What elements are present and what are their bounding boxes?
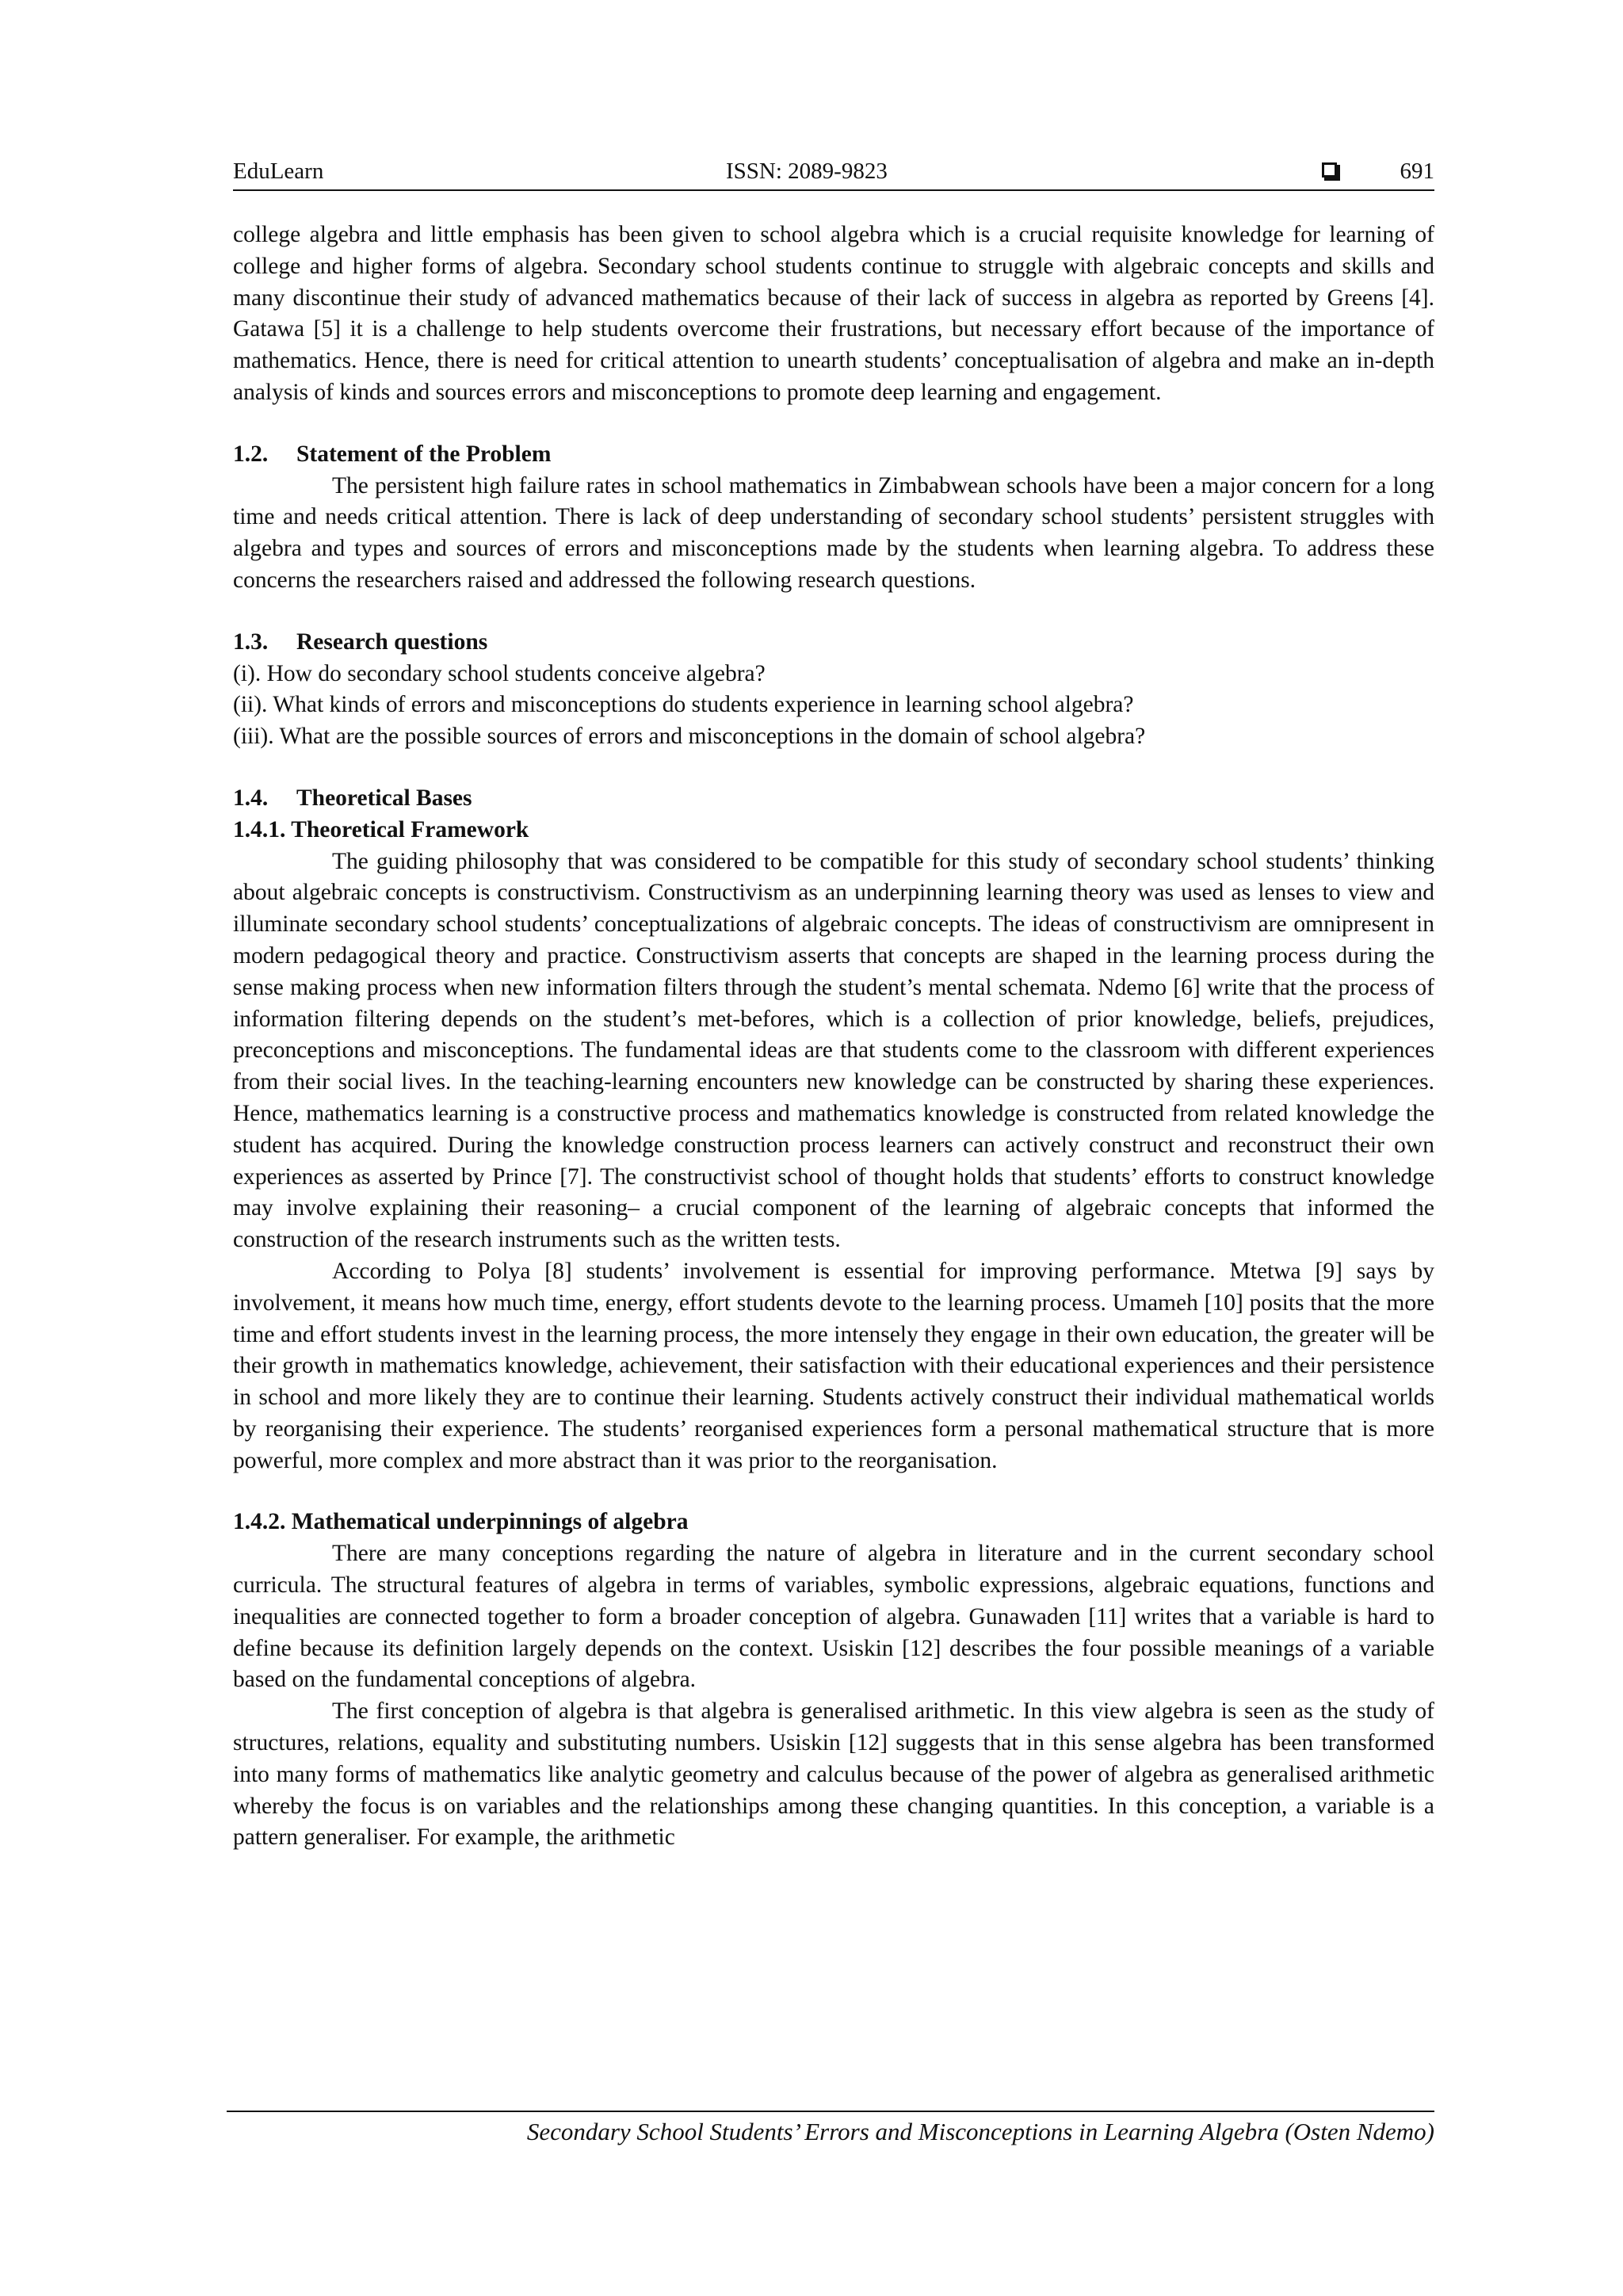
intro-paragraph: college algebra and little emphasis has been given to school algebra which is a crucial requisite knowledge for learning of college and higher forms of algebra. Secondary school students continue to struggle with algebraic concepts and skills and many discontinue their study of advanced mathematics because of their lack of success in algebra as reported by Greens [4]. Gatawa [5] it is a challenge to help students overcome their frustrations, but necessary effort because of the importance of mathematics. Hence, there is need for critical attention to unearth students’ conceptualisation of algebra and make an in-depth analysis of kinds and sources errors and misconceptions to promote deep learning and engagement.: [233, 222, 1434, 405]
section-title: Statement of the Problem: [296, 441, 552, 467]
header-divider: [233, 189, 1434, 191]
research-question: (iii). What are the possible sources of errors and misconceptions in the domain of school algebra?: [233, 724, 1146, 750]
math-paragraph: There are many conceptions regarding the nature of algebra in literature and in the current secondary school curricula. The structural features of algebra in terms of variables, symbolic expressions, algebraic equations, functions and inequalities are connected together to form a broader conception of algebra. Gunawaden [11] writes that a variable is hard to define because its definition largely depends on the context. Usiskin [12] describes the four possible meanings of a variable based on the fundamental conceptions of algebra.: [233, 1541, 1434, 1693]
page-number: 691: [1400, 159, 1434, 184]
subsection-heading-math: 1.4.2. Mathematical underpinnings of algebra: [233, 1509, 689, 1535]
section-number: 1.3.: [233, 628, 269, 655]
framework-paragraph: According to Polya [8] students’ involvement is essential for improving performance. Mtetwa [9] says by involvement, it means how much time, energy, effort students devote to the learning process. Umameh [10] posits that the more time and effort students invest in the learning process, the more intensely they engage in their own education, the greater will be their growth in mathematics knowledge, achievement, their satisfaction with their educational experiences and their persistence in school and more likely they are to continue their learning. Students actively construct their individual mathematical worlds by reorganising their experience. The students’ reorganised experiences form a personal mathematical structure that is more powerful, more complex and more abstract than it was prior to the reorganisation.: [233, 1258, 1434, 1473]
section-number: 1.4.: [233, 785, 269, 811]
article-body: [233, 220, 1434, 1854]
section-heading-theory: [233, 783, 1434, 815]
section-title: Theoretical Bases: [296, 785, 472, 811]
subsection-heading-framework: 1.4.1. Theoretical Framework: [233, 816, 529, 842]
running-title: Secondary School Students’ Errors and Misconceptions in Learning Algebra (Osten Ndemo): [526, 2118, 1434, 2145]
section-heading-problem: [233, 439, 1434, 471]
journal-name: EduLearn: [233, 159, 324, 184]
footer-divider: [227, 2111, 1434, 2112]
research-question: (ii). What kinds of errors and misconceptions do students experience in learning school algebra?: [233, 692, 1134, 718]
section-title: Research questions: [296, 628, 488, 655]
framework-paragraph: The guiding philosophy that was considered to be compatible for this study of secondary school students’ thinking about algebraic concepts is constructivism. Constructivism as an underpinning learning theory was used as lenses to view and illuminate secondary school students’ conceptualizations of algebraic concepts. The ideas of constructivism are omnipresent in modern pedagogical theory and practice. Constructivism asserts that concepts are shaped in the learning process during the sense making process when new information filters through the student’s mental schemata. Ndemo [6] write that the process of information filtering depends on the student’s met-befores, which is a collection of prior knowledge, beliefs, prejudices, preconceptions and misconceptions. The fundamental ideas are that students come to the classroom with different experiences from their social lives. In the teaching-learning encounters new knowledge can be constructed by sharing these experiences. Hence, mathematics learning is a constructive process and mathematics knowledge is constructed from related knowledge the student has acquired. During the knowledge construction process learners can actively construct and reconstruct their own experiences as asserted by Prince [7]. The constructivist school of thought holds that students’ efforts to construct knowledge may involve explaining their reasoning– a crucial component of the learning of algebraic concepts that informed the construction of the research instruments such as the written tests.: [233, 848, 1434, 1253]
section-heading-questions: [233, 627, 1434, 659]
problem-paragraph: The persistent high failure rates in school mathematics in Zimbabwean schools have been a major concern for a long time and needs critical attention. There is lack of deep understanding of secondary school students’ persistent struggles with algebra and types and sources of errors and misconceptions made by the students when learning algebra. To address these concerns the researchers raised and addressed the following research questions.: [233, 472, 1434, 593]
checkbox-square-icon: [1322, 162, 1337, 178]
section-number: 1.2.: [233, 441, 269, 467]
math-paragraph: The first conception of algebra is that algebra is generalised arithmetic. In this view algebra is seen as the study of structures, relations, equality and substituting numbers. Usiskin [12] suggests that in this sense algebra has been transformed into many forms of mathematics like analytic geometry and calculus because of the power of algebra as generalised arithmetic whereby the focus is on variables and the relationships among these changing quantities. In this conception, a variable is a pattern generaliser. For example, the arithmetic: [233, 1698, 1434, 1851]
page-header: [233, 155, 1434, 190]
research-question: (i). How do secondary school students conceive algebra?: [233, 660, 766, 686]
issn-number: ISSN: 2089-9823: [726, 159, 888, 184]
